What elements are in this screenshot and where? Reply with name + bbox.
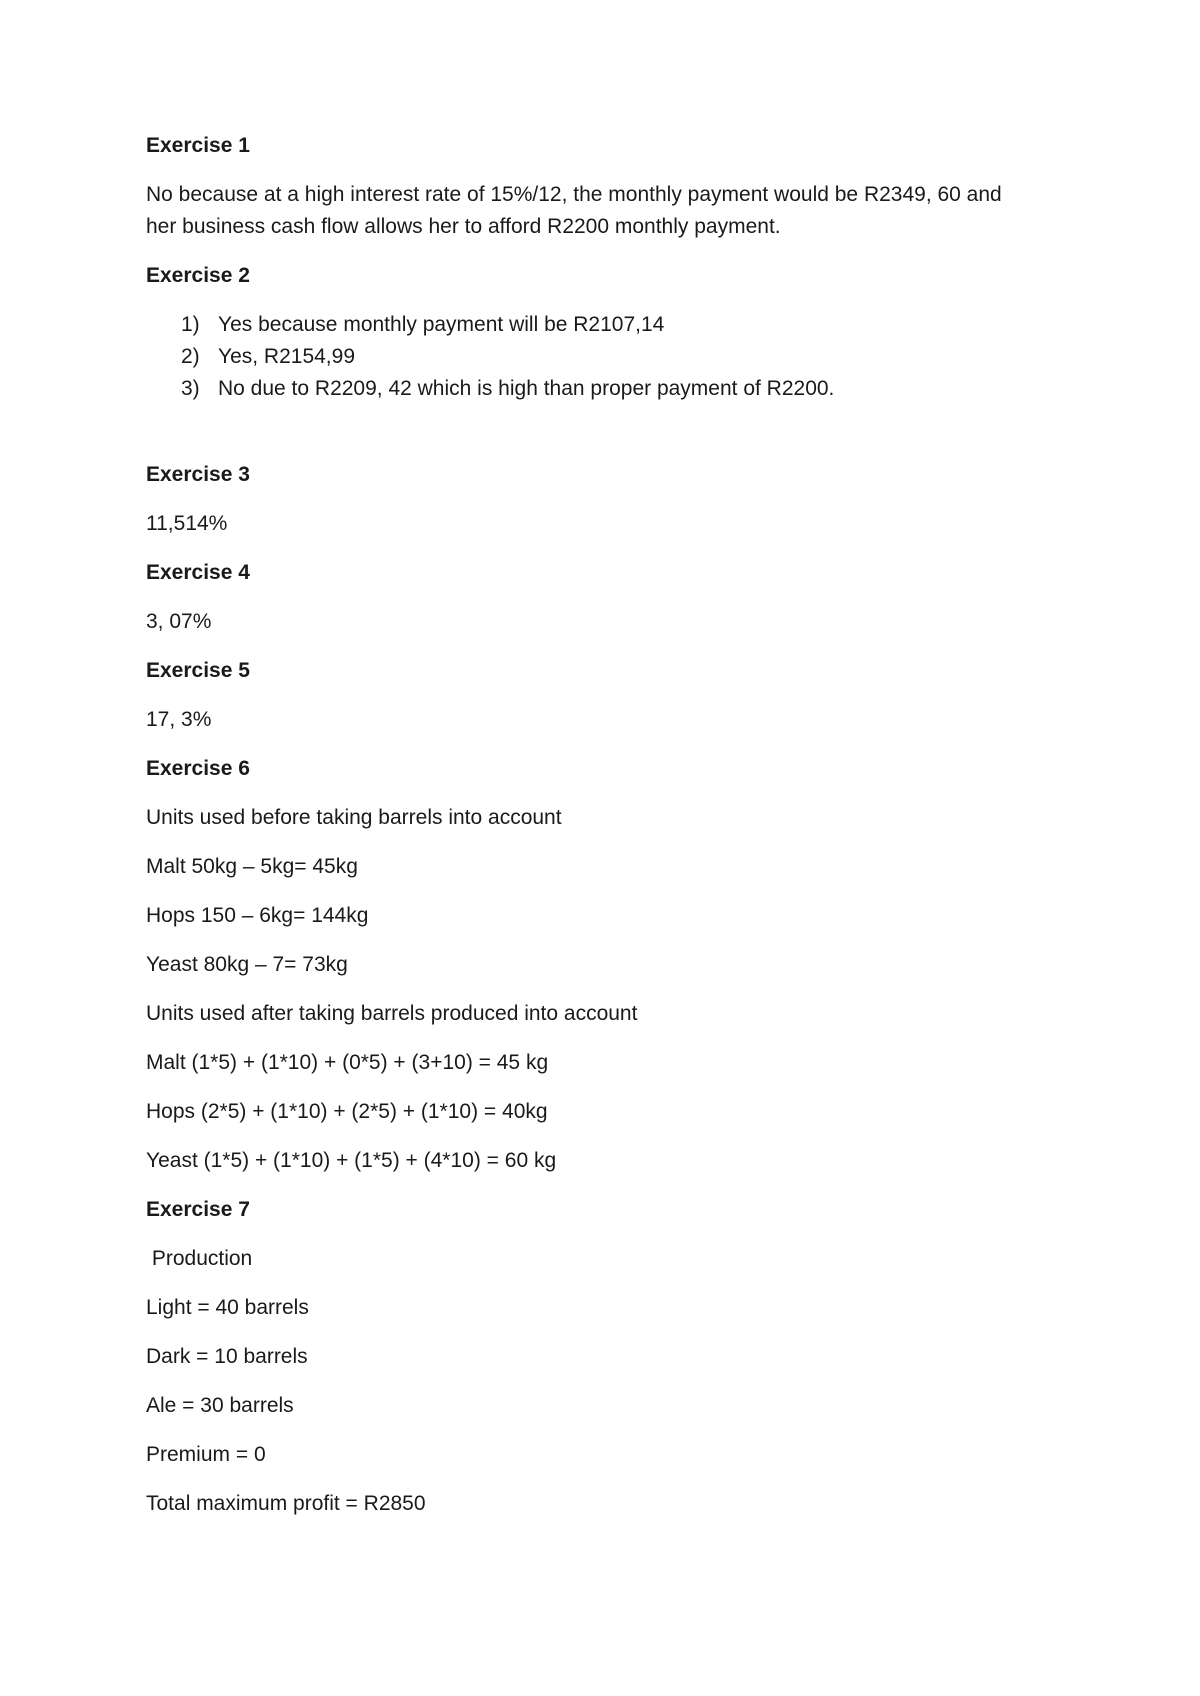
list-text: No due to R2209, 42 which is high than proper payment of R2200. [218,377,835,400]
exercise-5-heading: Exercise 5 [146,659,250,682]
exercise-5-answer: 17, 3% [146,708,212,731]
exercise-2-answer-list [146,309,1086,405]
list-item [181,373,1086,405]
exercise-7-heading: Exercise 7 [146,1198,250,1221]
list-number: 3) [181,377,200,400]
exercise-2-heading: Exercise 2 [146,264,250,287]
exercise-6-before-hops: Hops 150 – 6kg= 144kg [146,904,369,927]
exercise-6-after-title: Units used after taking barrels produced into account [146,1002,638,1025]
exercise-7-dark: Dark = 10 barrels [146,1345,308,1368]
exercise-6-after-hops: Hops (2*5) + (1*10) + (2*5) + (1*10) = 40kg [146,1100,548,1123]
exercise-3-heading: Exercise 3 [146,463,250,486]
exercise-1-answer-line-2: her business cash flow allows her to afford R2200 monthly payment. [146,215,781,238]
document-body [146,130,1086,1520]
exercise-6-heading: Exercise 6 [146,757,250,780]
exercise-7-light: Light = 40 barrels [146,1296,309,1319]
exercise-4-answer: 3, 07% [146,610,212,633]
exercise-6-before-yeast: Yeast 80kg – 7= 73kg [146,953,348,976]
list-number: 1) [181,313,200,336]
exercise-6-after-yeast: Yeast (1*5) + (1*10) + (1*5) + (4*10) = 60 kg [146,1149,557,1172]
list-text: Yes because monthly payment will be R2107,14 [218,313,665,336]
exercise-7-total-profit: Total maximum profit = R2850 [146,1492,426,1515]
list-item [181,309,1086,341]
exercise-6-before-malt: Malt 50kg – 5kg= 45kg [146,855,358,878]
exercise-7-subtitle: Production [146,1247,253,1270]
exercise-1-answer-line-1: No because at a high interest rate of 15%/12, the monthly payment would be R2349, 60 and [146,183,1002,206]
exercise-7-premium: Premium = 0 [146,1443,266,1466]
list-item [181,341,1086,373]
list-number: 2) [181,345,200,368]
exercise-1-heading: Exercise 1 [146,134,250,157]
list-text: Yes, R2154,99 [218,345,356,368]
exercise-6-before-title: Units used before taking barrels into account [146,806,562,829]
exercise-6-after-malt: Malt (1*5) + (1*10) + (0*5) + (3+10) = 45 kg [146,1051,549,1074]
exercise-3-answer: 11,514% [146,512,228,535]
exercise-7-ale: Ale = 30 barrels [146,1394,294,1417]
exercise-4-heading: Exercise 4 [146,561,250,584]
